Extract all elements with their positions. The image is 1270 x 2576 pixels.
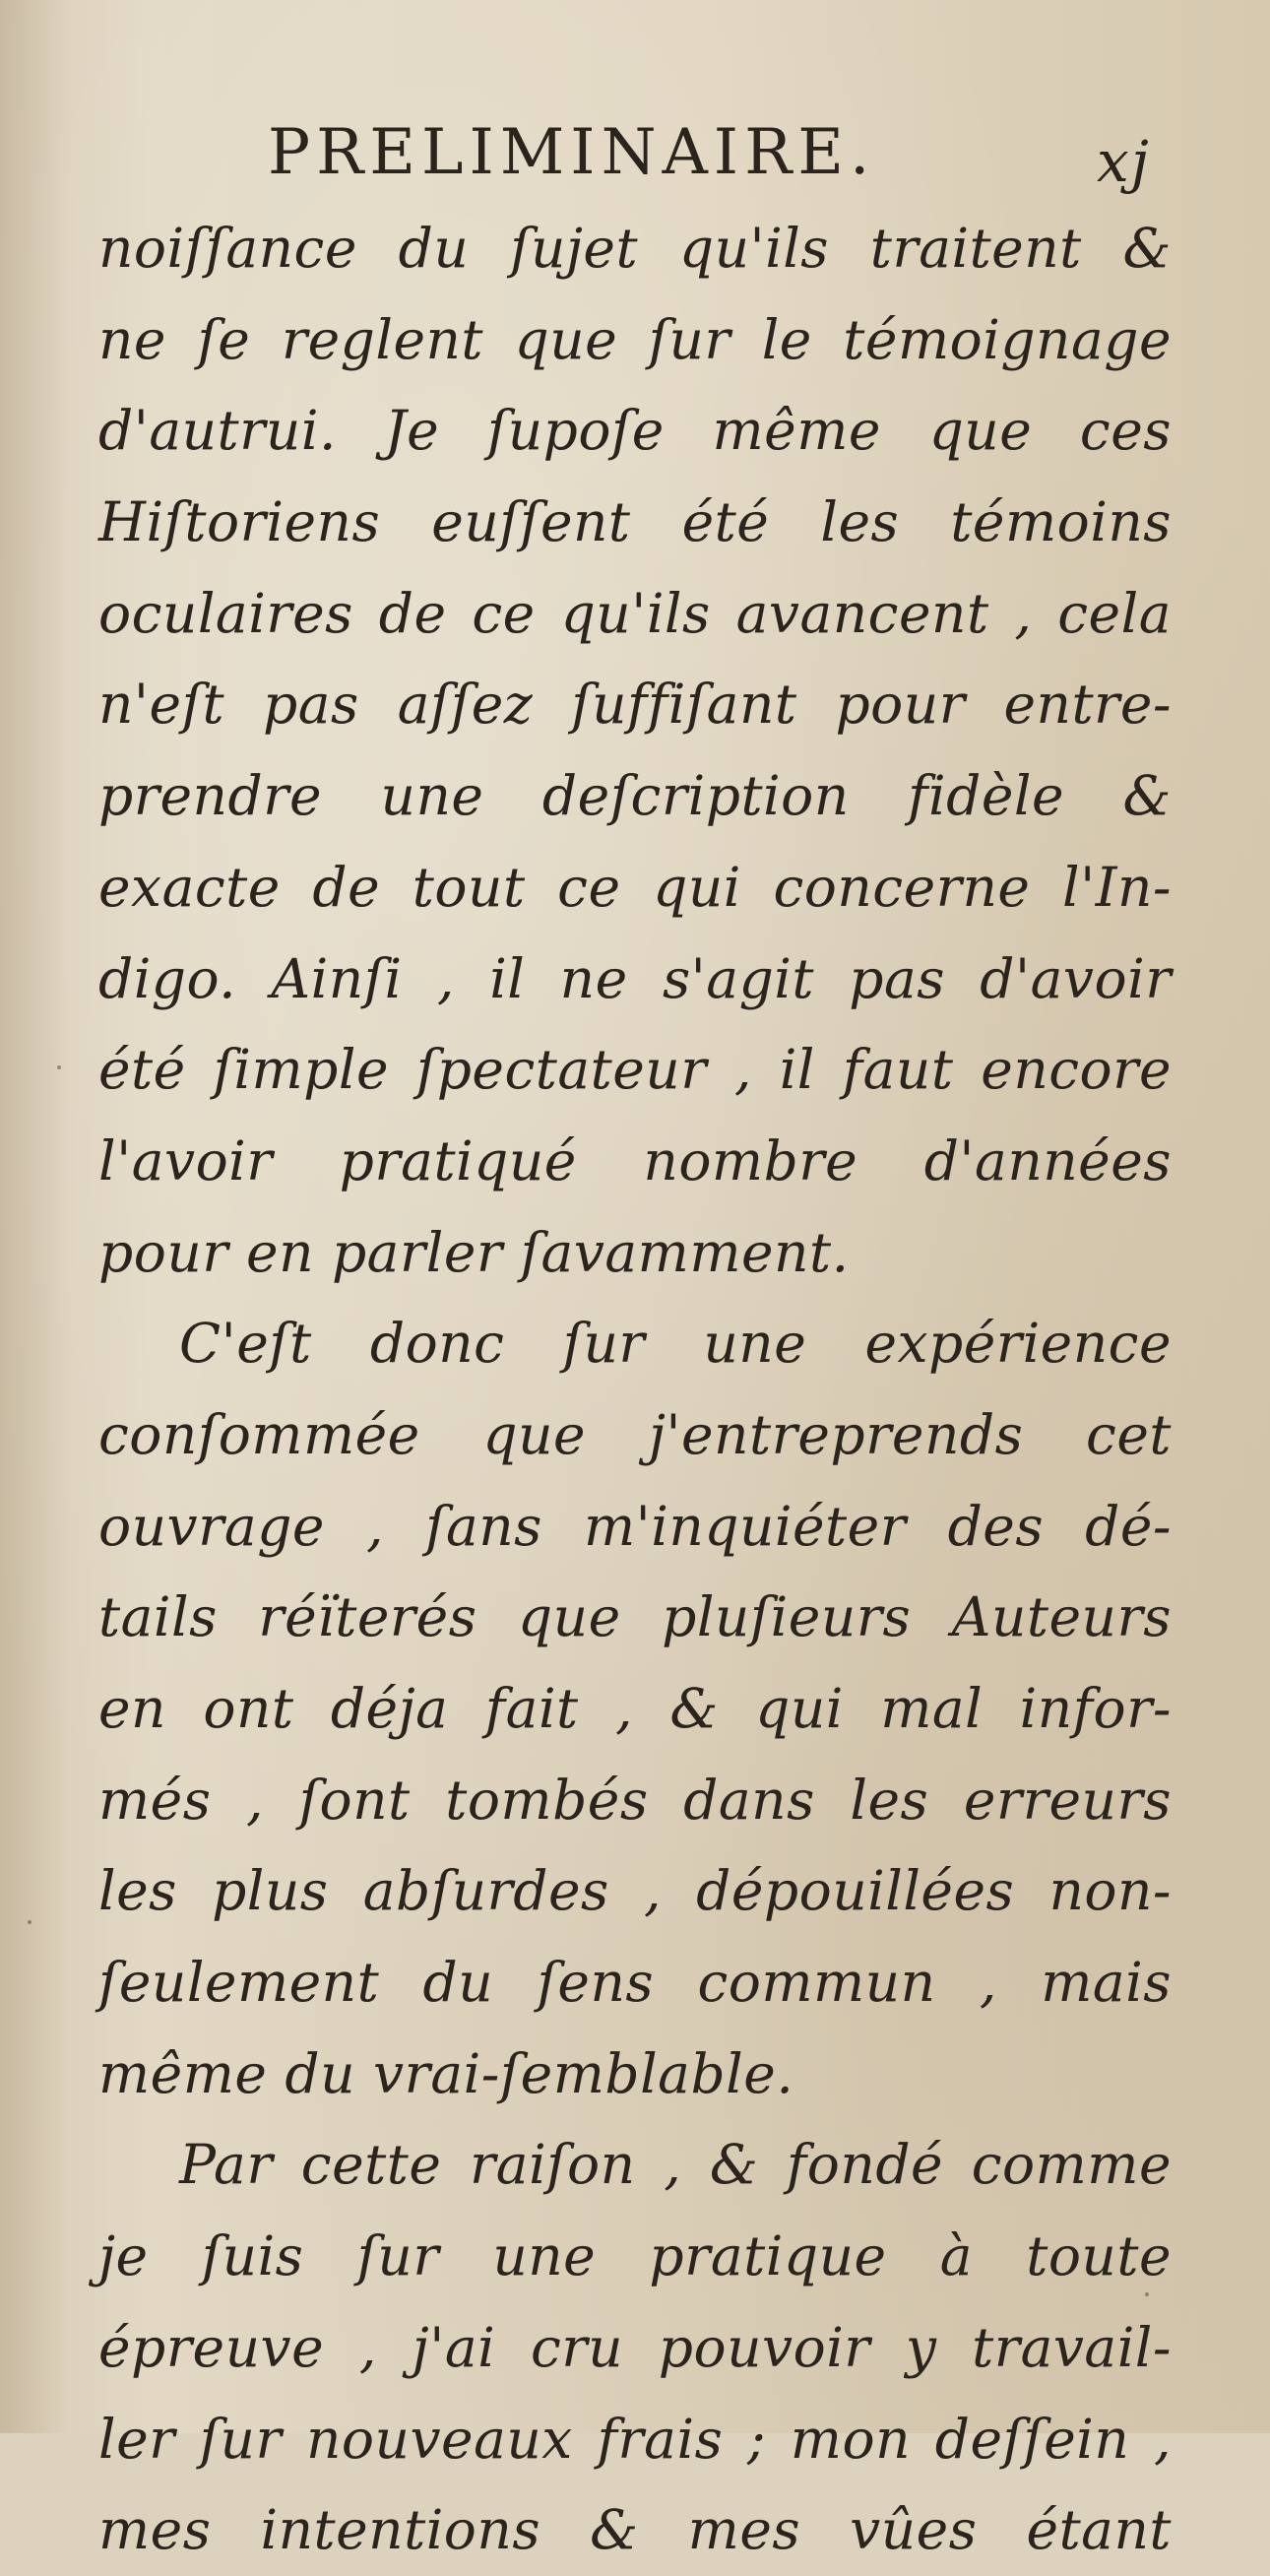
running-head: PRELIMINAIRE. <box>268 116 876 189</box>
text-line: d'autrui. Je ſupoſe même que ces <box>98 399 1172 463</box>
page-number: xj <box>1097 128 1151 195</box>
text-line: en ont déja fait , & qui mal infor- <box>98 1677 1172 1740</box>
text-line: exacte de tout ce qui concerne l'In- <box>98 855 1172 919</box>
paper-speck <box>57 1065 61 1069</box>
text-line: ſeulement du ſens commun , mais <box>98 1951 1172 2015</box>
paragraph-start-line: Par cette raiſon , & fondé comme <box>179 2133 1172 2197</box>
text-line: les plus abſurdes , dépouillées non- <box>98 1859 1172 1923</box>
text-line: n'eſt pas aſſez ſuffiſant pour entre- <box>98 673 1172 737</box>
text-line: épreuve , j'ai cru pouvoir y travail- <box>98 2315 1172 2379</box>
text-line: més , ſont tombés dans les erreurs <box>98 1768 1172 1832</box>
text-line: oculaires de ce qu'ils avancent , cela <box>98 581 1172 645</box>
paper-speck <box>28 1920 32 1924</box>
paragraph-end-line: pour en parler ſavamment. <box>98 1220 850 1284</box>
spine-shadow <box>0 0 69 2433</box>
paragraph-end-line: même du vrai-ſemblable. <box>98 2041 794 2105</box>
text-line: prendre une deſcription fidèle & <box>98 764 1172 828</box>
paper-speck <box>1145 2292 1149 2296</box>
text-line: noiſſance du ſujet qu'ils traitent & <box>98 217 1172 280</box>
paragraph-start-line: C'eſt donc ſur une expérience <box>179 1312 1172 1376</box>
body-text <box>98 203 1172 2576</box>
text-line: ler ſur nouveaux frais ; mon deſſein , <box>98 2407 1172 2471</box>
text-line: digo. Ainſi , il ne s'agit pas d'avoir <box>98 946 1172 1010</box>
text-line: je ſuis ſur une pratique à toute <box>98 2224 1172 2288</box>
text-line: l'avoir pratiqué nombre d'années <box>98 1128 1172 1192</box>
text-line: ouvrage , ſans m'inquiéter des dé- <box>98 1494 1172 1558</box>
text-line: mes intentions & mes vûes étant <box>98 2498 1172 2562</box>
text-line: ne ſe reglent que ſur le témoignage <box>98 307 1172 371</box>
text-line: conſommée que j'entreprends cet <box>98 1402 1172 1466</box>
text-line: été ſimple ſpectateur , il faut encore <box>98 1038 1172 1102</box>
text-line: tails réïterés que pluſieurs Auteurs <box>98 1585 1172 1649</box>
text-line: Hiſtoriens euſſent été les témoins <box>98 490 1172 554</box>
